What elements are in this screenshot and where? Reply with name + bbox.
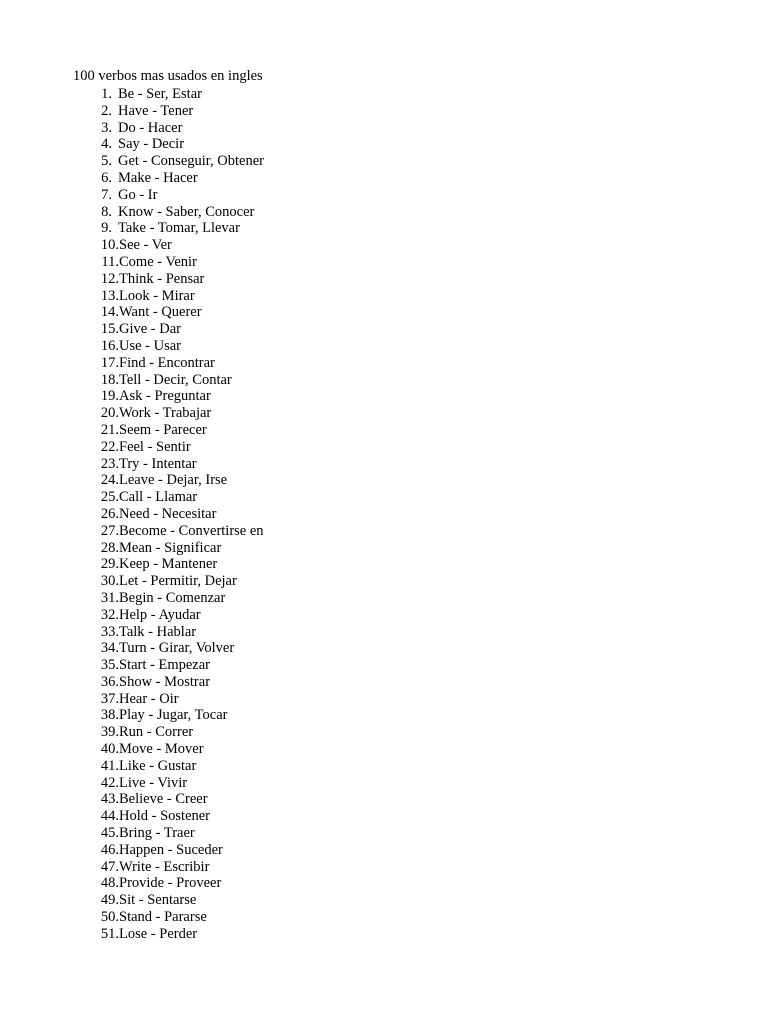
list-item-text: Give - Dar bbox=[119, 321, 182, 338]
list-item-text: Ask - Preguntar bbox=[119, 388, 211, 405]
list-item-number: 28. bbox=[100, 539, 119, 556]
list-item-text: Come - Venir bbox=[119, 253, 197, 270]
list-item-number: 39. bbox=[100, 724, 119, 741]
list-item-text: Stand - Pararse bbox=[119, 909, 207, 926]
list-item-text: Think - Pensar bbox=[119, 270, 205, 287]
list-item-number: 37. bbox=[100, 690, 119, 707]
list-item-text: Begin - Comenzar bbox=[119, 589, 226, 606]
list-item-number: 29. bbox=[100, 556, 119, 573]
list-item-number: 40. bbox=[100, 741, 119, 758]
list-item-text: Seem - Parecer bbox=[119, 421, 207, 438]
list-item-number: 46. bbox=[100, 841, 119, 858]
list-item-number: 13. bbox=[100, 287, 119, 304]
list-item-number: 18. bbox=[100, 371, 119, 388]
list-item-text: Feel - Sentir bbox=[119, 438, 191, 455]
list-item-text: Believe - Creer bbox=[119, 791, 208, 808]
list-item-number: 44. bbox=[100, 808, 119, 825]
list-item-text: Get - Conseguir, Obtener bbox=[118, 153, 264, 170]
list-item-number: 31. bbox=[100, 589, 119, 606]
list-item-number: 14. bbox=[100, 304, 119, 321]
list-item-text: Start - Empezar bbox=[119, 657, 210, 674]
list-item-text: Mean - Significar bbox=[119, 539, 222, 556]
list-item-text: Live - Vivir bbox=[119, 774, 188, 791]
list-item-number: 43. bbox=[100, 791, 119, 808]
list-item-text: Keep - Mantener bbox=[119, 556, 218, 573]
list-item-number: 20. bbox=[100, 405, 119, 422]
list-item-number: 25. bbox=[100, 489, 119, 506]
list-item-number: 35. bbox=[100, 657, 119, 674]
list-item-number: 15. bbox=[100, 321, 119, 338]
list-item-text: Want - Querer bbox=[119, 304, 202, 321]
list-item-text: Write - Escribir bbox=[119, 858, 210, 875]
list-item-number: 17. bbox=[100, 354, 119, 371]
list-item-text: Like - Gustar bbox=[119, 757, 197, 774]
list-item-number: 38. bbox=[100, 707, 119, 724]
list-item-text: Find - Encontrar bbox=[119, 354, 215, 371]
list-item-number: 51. bbox=[100, 925, 119, 942]
list-item-text: Need - Necesitar bbox=[119, 505, 217, 522]
list-item-text: See - Ver bbox=[119, 237, 172, 254]
document-title: 100 verbos mas usados en ingles bbox=[73, 68, 263, 84]
list-item-text: Happen - Suceder bbox=[119, 841, 223, 858]
list-item-text: Sit - Sentarse bbox=[119, 892, 197, 909]
list-item-text: Play - Jugar, Tocar bbox=[119, 707, 228, 724]
list-item-text: Make - Hacer bbox=[118, 169, 198, 186]
list-item-number: 16. bbox=[100, 337, 119, 354]
list-item-text: Leave - Dejar, Irse bbox=[119, 472, 228, 489]
list-item-number: 23. bbox=[100, 455, 119, 472]
list-item-number: 26. bbox=[100, 505, 119, 522]
list-item-number: 33. bbox=[100, 623, 119, 640]
list-item-text: Look - Mirar bbox=[119, 287, 195, 304]
list-item-text: Talk - Hablar bbox=[119, 623, 197, 640]
list-item-number: 9. bbox=[101, 220, 112, 237]
list-item-number: 41. bbox=[100, 757, 119, 774]
list-item-number: 45. bbox=[100, 825, 119, 842]
list-item-text: Lose - Perder bbox=[119, 925, 198, 942]
list-item-text: Be - Ser, Estar bbox=[118, 86, 202, 102]
list-item-number: 11. bbox=[101, 253, 119, 270]
list-item-text: Move - Mover bbox=[119, 741, 204, 758]
list-item-text: Take - Tomar, Llevar bbox=[118, 220, 240, 237]
list-item-number: 19. bbox=[100, 388, 119, 405]
list-item-number: 24. bbox=[100, 472, 119, 489]
list-item-number: 50. bbox=[100, 909, 119, 926]
list-item-number: 22. bbox=[100, 438, 119, 455]
list-item-number: 47. bbox=[100, 858, 119, 875]
list-item-number: 27. bbox=[100, 522, 119, 539]
list-item-text: Have - Tener bbox=[118, 102, 194, 119]
list-item-text: Do - Hacer bbox=[118, 119, 183, 136]
list-item-text: Use - Usar bbox=[119, 337, 182, 354]
list-item-number: 4. bbox=[101, 136, 112, 153]
list-item-number: 42. bbox=[100, 774, 119, 791]
list-item-text: Bring - Traer bbox=[119, 825, 195, 842]
list-item-text: Help - Ayudar bbox=[119, 606, 201, 623]
list-item-text: Work - Trabajar bbox=[119, 405, 212, 422]
list-item-text: Hold - Sostener bbox=[119, 808, 211, 825]
list-item-text: Try - Intentar bbox=[119, 455, 197, 472]
list-item-text: Become - Convertirse en bbox=[119, 522, 264, 539]
list-item-number: 30. bbox=[100, 573, 119, 590]
list-item-text: Let - Permitir, Dejar bbox=[119, 573, 237, 590]
list-item-number: 34. bbox=[100, 640, 119, 657]
list-item-number: 32. bbox=[100, 606, 119, 623]
list-item-text: Run - Correr bbox=[119, 724, 194, 741]
list-item-number: 49. bbox=[100, 892, 119, 909]
list-item-number: 7. bbox=[101, 186, 112, 203]
list-item-number: 3. bbox=[101, 119, 112, 136]
list-item-number: 2. bbox=[101, 102, 112, 119]
list-item-text: Provide - Proveer bbox=[119, 875, 222, 892]
list-item-number: 1. bbox=[101, 86, 112, 102]
list-item-number: 6. bbox=[101, 169, 112, 186]
list-item-text: Know - Saber, Conocer bbox=[118, 203, 255, 220]
list-item-number: 10. bbox=[100, 237, 119, 254]
list-item-number: 36. bbox=[100, 673, 119, 690]
list-item-text: Call - Llamar bbox=[119, 489, 198, 506]
list-item-number: 48. bbox=[100, 875, 119, 892]
list-item-number: 8. bbox=[101, 203, 112, 220]
list-item-text: Hear - Oir bbox=[119, 690, 179, 707]
list-item-text: Tell - Decir, Contar bbox=[119, 371, 232, 388]
list-item-text: Say - Decir bbox=[118, 136, 185, 153]
list-item-text: Show - Mostrar bbox=[119, 673, 211, 690]
list-item-text: Go - Ir bbox=[118, 186, 158, 203]
list-item-number: 21. bbox=[100, 421, 119, 438]
list-item-number: 5. bbox=[101, 153, 112, 170]
list-item-text: Turn - Girar, Volver bbox=[119, 640, 235, 657]
list-item-number: 12. bbox=[100, 270, 119, 287]
